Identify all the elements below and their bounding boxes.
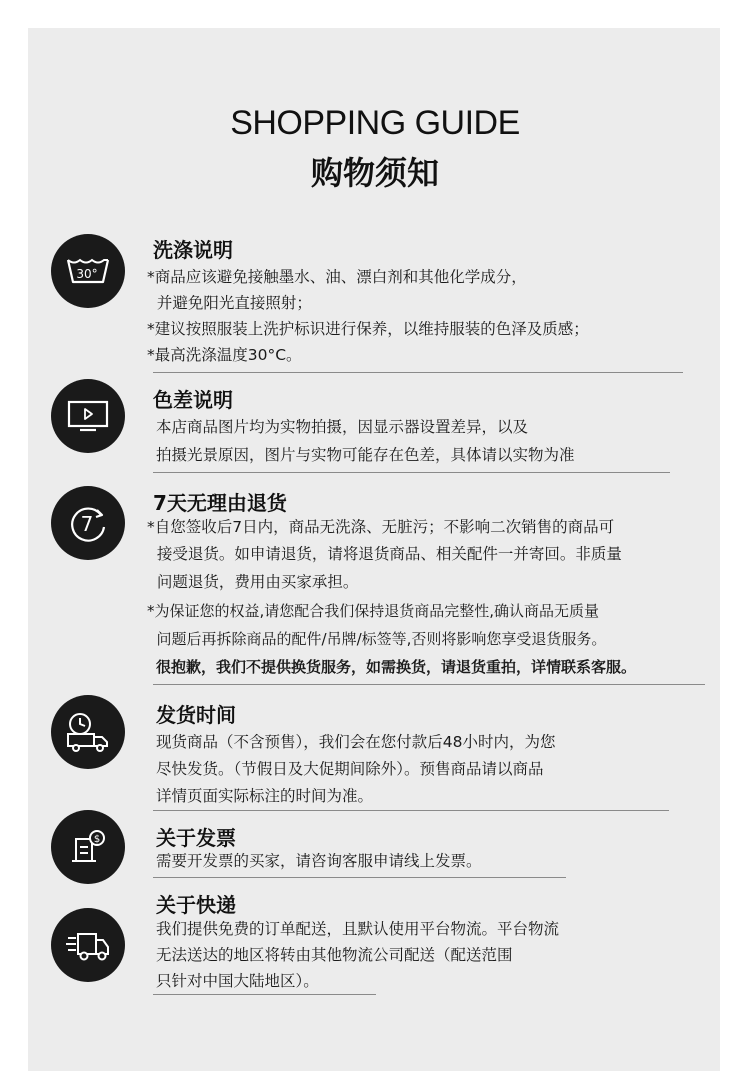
color-line-2: 拍摄光景原因，图片与实物可能存在色差，具体请以实物为准 bbox=[156, 446, 575, 464]
section-title-express: 关于快递 bbox=[156, 893, 236, 917]
divider bbox=[153, 810, 669, 811]
delivery-time-icon bbox=[51, 695, 125, 769]
divider bbox=[153, 877, 566, 878]
svg-text:30°: 30° bbox=[76, 267, 98, 281]
delivery-line-1: 现货商品（不含预售），我们会在您付款后48小时内，为您 bbox=[156, 733, 556, 751]
seven-day-return-icon bbox=[51, 486, 125, 560]
invoice-line-1: 需要开发票的买家，请咨询客服申请线上发票。 bbox=[156, 852, 482, 870]
section-title-washing: 洗涤说明 bbox=[153, 238, 233, 262]
divider bbox=[153, 472, 670, 473]
washing-line-4: *最高洗涤温度30°C。 bbox=[147, 346, 302, 364]
return-line-1: *自您签收后7日内，商品无洗涤、无脏污；不影响二次销售的商品可 bbox=[147, 518, 615, 536]
section-title-delivery: 发货时间 bbox=[156, 703, 236, 727]
invoice-icon bbox=[51, 810, 125, 884]
svg-text:7: 7 bbox=[80, 512, 94, 536]
divider bbox=[153, 684, 705, 685]
page-title-chinese: 购物须知 bbox=[310, 154, 439, 192]
express-line-1: 我们提供免费的订单配送，且默认使用平台物流。平台物流 bbox=[156, 920, 560, 938]
section-title-return: 7天无理由退货 bbox=[153, 491, 287, 515]
monitor-icon bbox=[51, 379, 125, 453]
section-title-invoice: 关于发票 bbox=[156, 826, 236, 850]
return-line-2: 接受退货。如申请退货，请将退货商品、相关配件一并寄回。非质量 bbox=[147, 545, 622, 563]
return-line-5: 问题后再拆除商品的配件/吊牌/标签等,否则将影响您享受退货服务。 bbox=[147, 630, 607, 648]
delivery-line-2: 尽快发货。（节假日及大促期间除外）。预售商品请以商品 bbox=[156, 760, 544, 778]
svg-text:$: $ bbox=[93, 834, 101, 845]
color-line-1: 本店商品图片均为实物拍摄，因显示器设置差异，以及 bbox=[156, 418, 529, 436]
return-notice: 很抱歉，我们不提供换货服务，如需换货，请退货重拍，详情联系客服。 bbox=[156, 658, 637, 676]
washing-30-icon bbox=[51, 234, 125, 308]
washing-line-3: *建议按照服装上洗护标识进行保养，以维持服装的色泽及质感； bbox=[147, 320, 589, 338]
washing-line-2: 并避免阳光直接照射； bbox=[147, 294, 312, 312]
page-title-english: SHOPPING GUIDE bbox=[230, 104, 520, 142]
express-line-3: 只针对中国大陆地区）。 bbox=[156, 972, 319, 990]
divider bbox=[153, 994, 376, 995]
washing-line-1: *商品应该避免接触墨水、油、漂白剂和其他化学成分， bbox=[147, 268, 527, 286]
section-title-color: 色差说明 bbox=[153, 388, 233, 412]
delivery-line-3: 详情页面实际标注的时间为准。 bbox=[156, 787, 374, 805]
express-truck-icon bbox=[51, 908, 125, 982]
divider bbox=[153, 372, 683, 373]
express-line-2: 无法送达的地区将转由其他物流公司配送（配送范围 bbox=[156, 946, 513, 964]
return-line-4: *为保证您的权益,请您配合我们保持退货商品完整性,确认商品无质量 bbox=[147, 602, 600, 620]
return-line-3: 问题退货，费用由买家承担。 bbox=[147, 573, 359, 591]
